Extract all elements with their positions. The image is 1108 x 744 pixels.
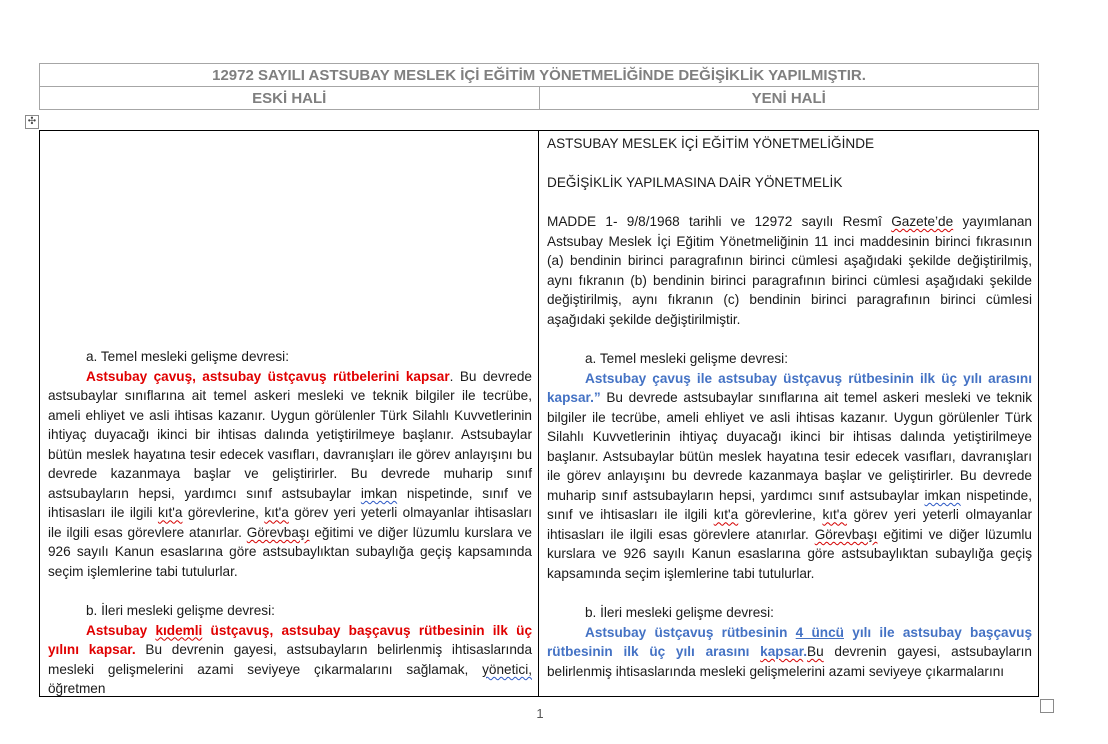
empty-space — [48, 134, 532, 347]
spellcheck-word: kıt'a — [713, 507, 739, 523]
spellcheck-word: kıt'a — [822, 507, 847, 523]
table-move-icon[interactable]: ✣ — [25, 115, 39, 129]
comparison-table — [39, 130, 1039, 697]
document-title: 12972 SAYILI ASTSUBAY MESLEK İÇİ EĞİTİM YÖNETMELİĞİNDE DEĞİŞİKLİK YAPILMIŞTIR. — [40, 64, 1039, 87]
text-run: eğitimi ve diğer lüzumlu kurslara ve 926 sayılı Kanun esaslarına göre astsubaylıktan subaylığa geçiş kapsamında seçim işlemlerine tabi tutulurlar. — [547, 526, 1032, 582]
column-header-new: YENİ HALİ — [539, 87, 1039, 110]
new-title-line-1: ASTSUBAY MESLEK İÇİ EĞİTİM YÖNETMELİĞİNDE — [547, 136, 875, 151]
text-run: eğitimi ve diğer lüzumlu kurslara ve 926 sayılı Kanun esaslarına göre astsubaylıktan subaylığa geçiş kapsamında seçim işlemlerine tabi tutulurlar. — [48, 524, 532, 580]
old-section-b-heading: b. İleri mesleki gelişme devresi: — [86, 603, 275, 619]
spellcheck-word: Görevbaşı — [814, 526, 878, 542]
new-version-cell[interactable] — [539, 131, 1038, 697]
text-run: nispetinde, sınıf ve ihtisasları ile ilgili — [547, 487, 1032, 523]
madde-1-paragraph — [547, 212, 1032, 329]
spellcheck-word: Gazete’de — [891, 214, 954, 230]
spellcheck-word: imkan — [924, 487, 961, 503]
spellcheck-word: kıdemli — [155, 622, 203, 638]
new-section-b-underlined: 4 üncü — [795, 624, 844, 640]
text-run: MADDE 1- 9/8/1968 tarihli ve 12972 sayılı Resmî — [547, 214, 892, 230]
old-section-a-body — [48, 367, 532, 582]
text-run: . Bu devrede astsubaylar sınıflarına ait temel askeri mesleki ve teknik bilgiler ile tecrübe, ameli ehliyet ve asli ihtisas kazanır. Uygun görülenler Türk Silahlı Kuvvetlerinin ihtiyaç duyacağı ikinci bir ihtisas dalında yetiştirilmeye başlanır. Astsubaylar bütün meslek hayatına tesir edecek vasıfları, davranışları ile görev anlayışını bu devrede kazanmaya başlar ve geliştirirler. Bu devrede muharip sınıf astsubayların hepsi, yardımcı sınıf astsubaylar — [48, 368, 532, 501]
text-run: Bu devrenin gayesi, astsubayların belirlenmiş ihtisaslarında mesleki gelişmelerini azami seviyeye çıkarmalarını sağlamak, — [48, 642, 533, 677]
old-section-a-heading: a. Temel mesleki gelişme devresi: — [86, 349, 289, 364]
spellcheck-word: yönetici, öğretmen — [48, 661, 532, 697]
blank-line — [547, 193, 1032, 213]
page-number: 1 — [536, 706, 544, 721]
old-section-b-highlight: üstçavuş, astsubay başçavuş rütbesinin ilk üç yılını kapsar. — [48, 622, 532, 658]
text-run: görevlerine, — [182, 505, 265, 521]
old-section-a-highlight: Astsubay çavuş, astsubay üstçavuş rütbelerini kapsar — [86, 368, 450, 384]
table-resize-icon[interactable] — [1040, 699, 1054, 713]
new-section-b-body — [547, 623, 1032, 682]
spellcheck-word: kapsar — [760, 644, 804, 660]
spellcheck-word: Bu — [807, 644, 824, 660]
old-version-cell[interactable] — [40, 131, 539, 697]
new-section-a-highlight: Astsubay çavuş ile astsubay üstçavuş rütbesinin ilk üç yılı arasını kapsar.” — [547, 370, 1032, 406]
text-run: devrenin gayesi, astsubayların belirlenmiş ihtisaslarında mesleki gelişmelerini azami seviyeye çıkarmalarını — [547, 644, 1032, 679]
spellcheck-word: Görevbaşı — [246, 524, 310, 540]
spellcheck-word: kıt'a — [264, 505, 289, 521]
text-run: görev yeri yeterli olmayanlar ihtisasları ile ilgili esas görevlere atanırlar. — [48, 505, 532, 540]
text-run: yayımlanan Astsubay Meslek İçi Eğitim Yönetmeliğinin 11 inci maddesinin birinci fıkrasının (a) bendinin birinci paragrafının birinci cümlesi aşağıdaki şekilde değiştirilmiş, aynı fıkranın (b) bendinin birinci paragrafının birinci cümlesi aşağıdaki şekilde değiştirilmiş, aynı fıkranın (c) bendinin birinci paragrafının birinci cümlesi aşağıdaki şekilde değiştirilmiştir. — [547, 214, 1032, 327]
new-section-b-highlight: . — [803, 644, 808, 660]
new-section-b-heading: b. İleri mesleki gelişme devresi: — [585, 605, 774, 621]
spellcheck-word: imkan — [360, 485, 398, 501]
new-section-a-body — [547, 369, 1032, 584]
column-header-old: ESKİ HALİ — [40, 87, 540, 110]
blank-line — [547, 154, 1032, 174]
new-section-b-highlight: Astsubay üstçavuş rütbesinin — [585, 624, 796, 640]
text-run: Bu devrede astsubaylar sınıflarına ait temel askeri mesleki ve teknik bilgiler ile tecrübe, ameli ehliyet ve asli ihtisas kazanır. Uygun görülenler Türk Silahlı Kuvvetlerinin ihtiyaç duyacağı ikinci bir ihtisas dalında yetiştirilmeye başlanır. Astsubaylar bütün meslek hayatına tesir edecek vasıfları, davranışları ile görev anlayışını bu devrede kazanmaya başlar ve geliştirirler. Bu devrede muharip sınıf astsubayların hepsi, yardımcı sınıf astsubaylar — [547, 390, 1032, 503]
old-section-b-body — [48, 621, 532, 697]
spellcheck-word: kıt'a — [157, 505, 183, 521]
blank-line — [547, 329, 1032, 349]
text-run: görev yeri yeterli olmayanlar ihtisasları ile ilgili esas görevlere atanırlar. — [547, 507, 1032, 542]
header-table — [39, 63, 1039, 110]
blank-line — [547, 584, 1032, 604]
new-section-b-highlight: yılı ile astsubay başçavuş rütbesinin ilk üç yılı arasını — [547, 624, 1032, 660]
text-run: nispetinde, sınıf ve ihtisasları ile ilgili — [48, 485, 532, 521]
new-section-a-heading: a. Temel mesleki gelişme devresi: — [585, 351, 788, 367]
new-title-line-2: DEĞİŞİKLİK YAPILMASINA DAİR YÖNETMELİK — [547, 175, 843, 191]
blank-line — [48, 582, 532, 602]
text-run: görevlerine, — [738, 507, 823, 523]
old-section-b-highlight: Astsubay — [86, 622, 156, 638]
